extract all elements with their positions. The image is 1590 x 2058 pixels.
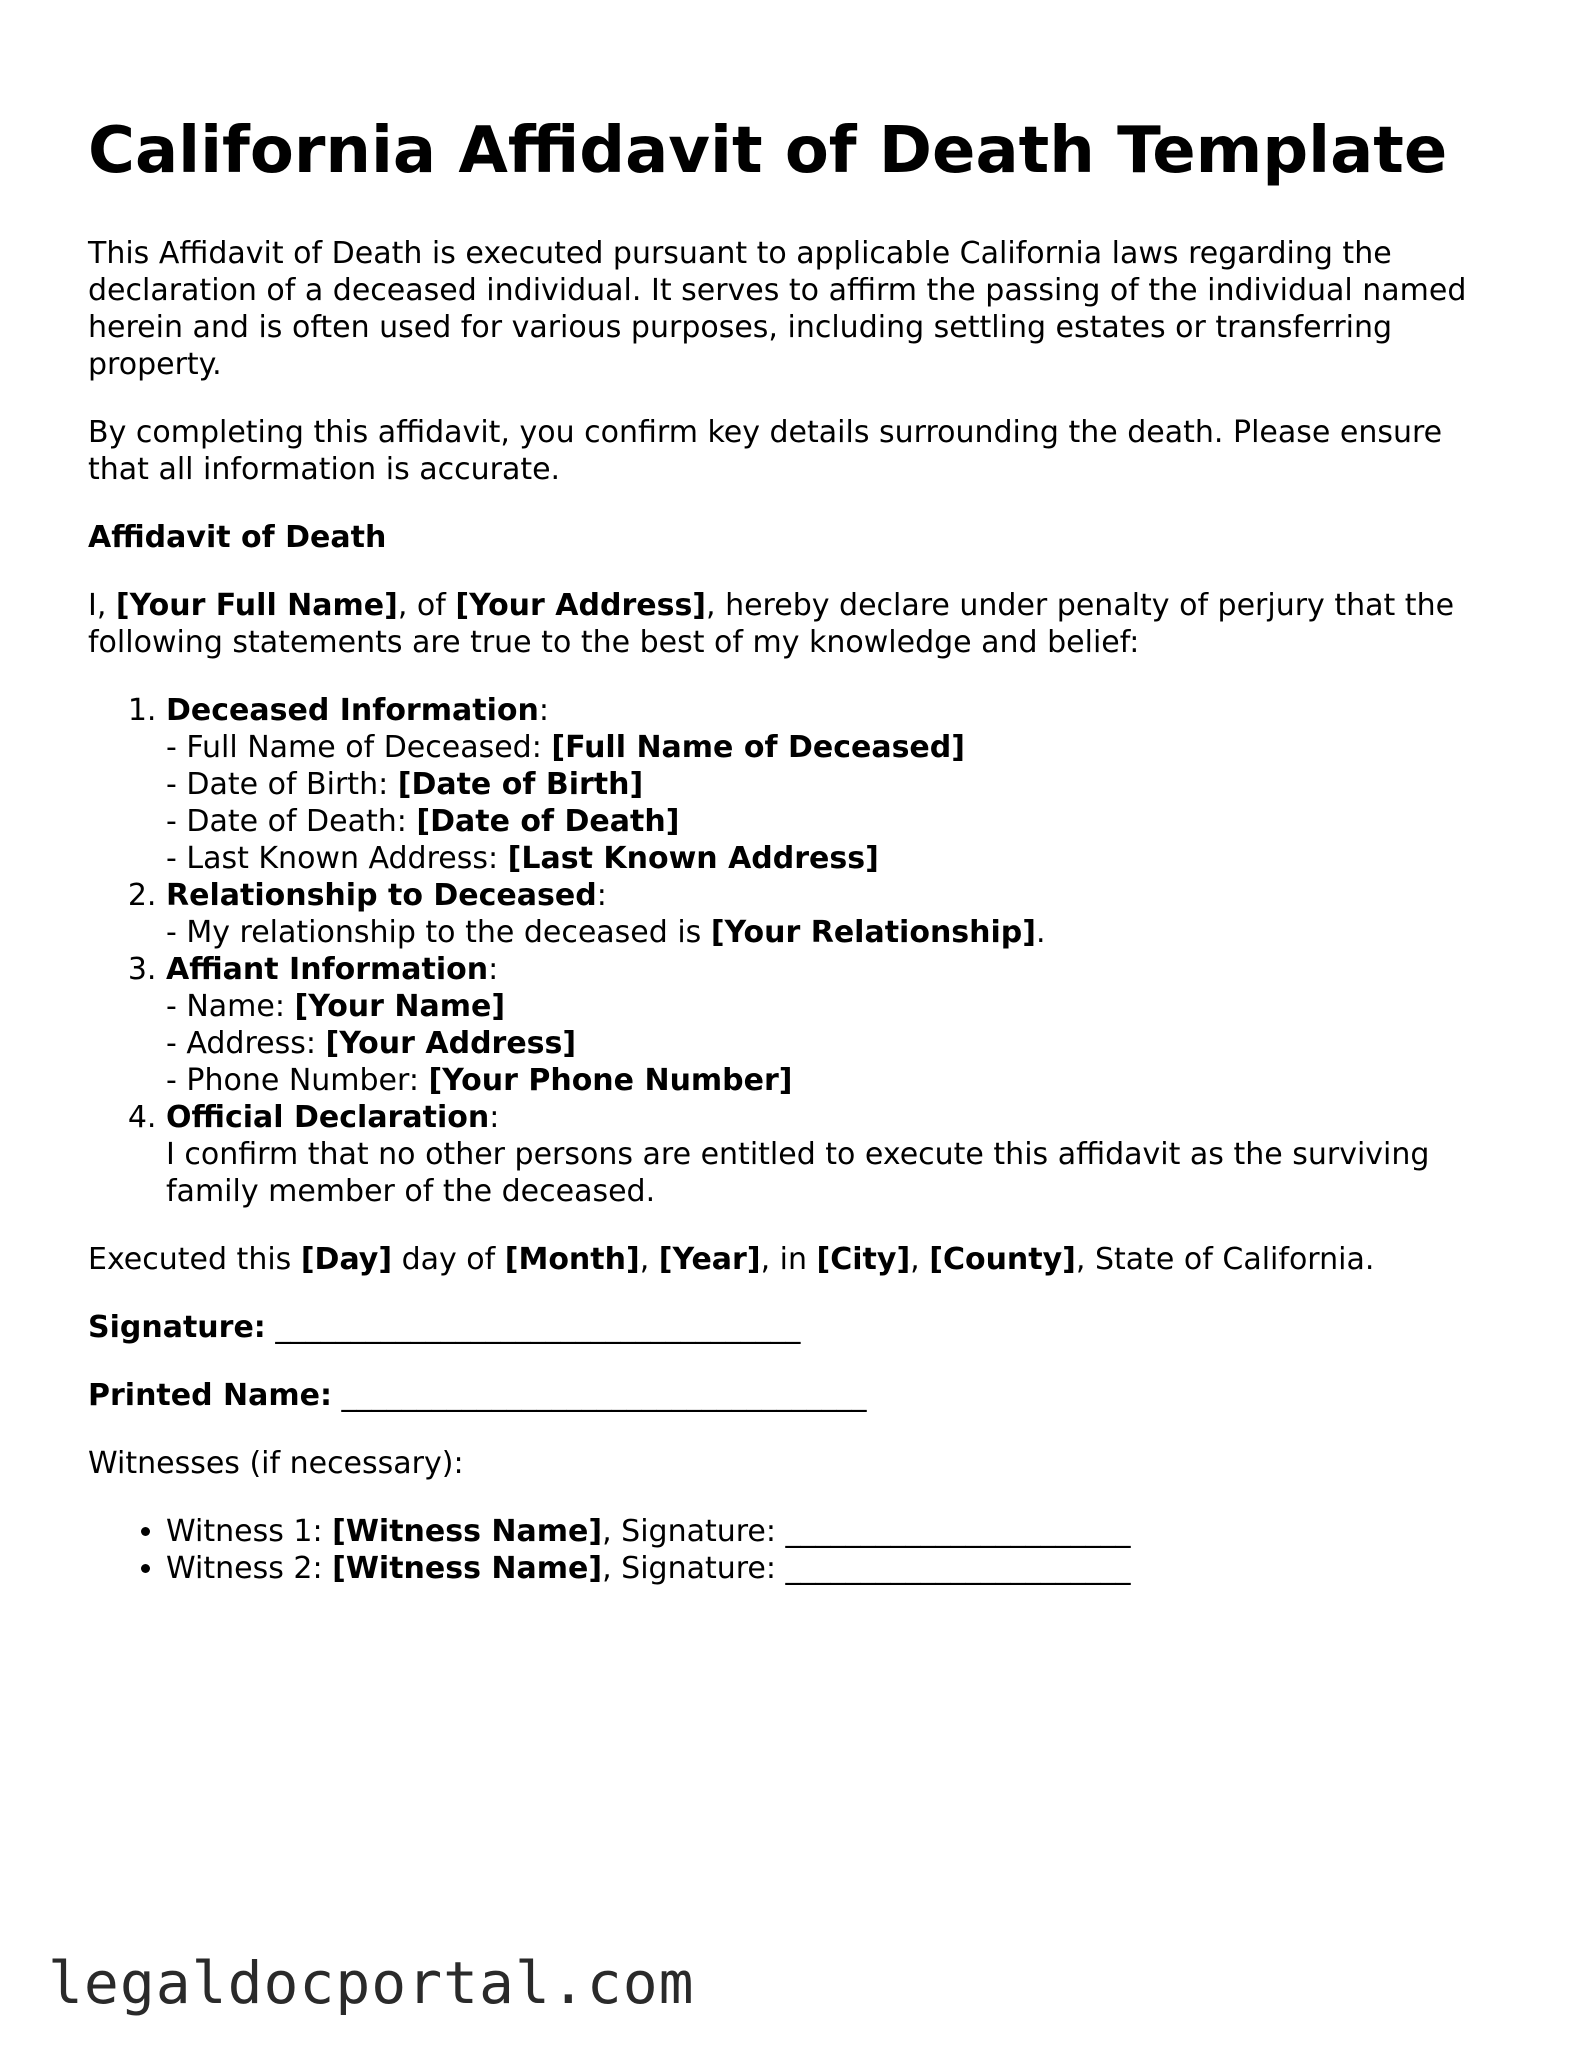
intro-paragraph-1: This Affidavit of Death is executed pursuant to applicable California laws regarding the declaration of a deceased individual. It serves to affirm the passing of the individual named herein and is often used for various purposes, including settling estates or transferring property. bbox=[88, 236, 1467, 382]
executed-county-field: [County] bbox=[929, 1242, 1076, 1277]
witness-label: Witness 1: bbox=[166, 1514, 333, 1549]
date-of-death-label: - Date of Death: bbox=[166, 804, 417, 839]
list-item-official-declaration bbox=[166, 1099, 1508, 1210]
section-heading-text: Affidavit of Death bbox=[88, 520, 387, 555]
deceased-information-heading: Deceased Information bbox=[166, 693, 539, 728]
official-declaration-heading: Official Declaration bbox=[166, 1100, 490, 1135]
page-title: California Affidavit of Death Template bbox=[88, 114, 1448, 188]
last-known-address-label: - Last Known Address: bbox=[166, 841, 508, 876]
list-item-deceased-information bbox=[166, 692, 1508, 877]
printed-name-label: Printed Name: bbox=[88, 1378, 332, 1413]
affidavit-items-list bbox=[88, 692, 1508, 1210]
executed-day-field: [Day] bbox=[300, 1242, 393, 1277]
site-watermark: legaldocportal.com bbox=[48, 1949, 695, 2017]
affiant-address-label: - Address: bbox=[166, 1026, 326, 1061]
executed-month-field: [Month] bbox=[504, 1242, 640, 1277]
affiant-address-field: [Your Address] bbox=[325, 1026, 577, 1061]
colon: : bbox=[538, 693, 549, 728]
executed-year-field: [Year] bbox=[658, 1242, 761, 1277]
affiant-phone-field: [Your Phone Number] bbox=[428, 1063, 793, 1098]
signature-label: Signature: bbox=[88, 1310, 266, 1345]
declaration-of: , of bbox=[397, 588, 456, 623]
list-item-affiant-information bbox=[166, 951, 1508, 1099]
relationship-heading: Relationship to Deceased bbox=[166, 878, 597, 913]
colon: : bbox=[488, 952, 499, 987]
witness-label: Witness 2: bbox=[166, 1551, 333, 1586]
comma: , bbox=[639, 1242, 659, 1277]
executed-prefix: Executed this bbox=[88, 1242, 301, 1277]
deceased-full-name-field: [Full Name of Deceased] bbox=[551, 730, 965, 765]
executed-in: , in bbox=[760, 1242, 817, 1277]
last-known-address-line bbox=[166, 840, 1508, 877]
date-of-death-field: [Date of Death] bbox=[416, 804, 680, 839]
executed-suffix: , State of California. bbox=[1075, 1242, 1375, 1277]
declaration-paragraph bbox=[88, 587, 1508, 661]
executed-city-field: [City] bbox=[816, 1242, 911, 1277]
affiant-name-label: - Name: bbox=[166, 989, 295, 1024]
executed-line bbox=[88, 1241, 1508, 1278]
executed-day-of: day of bbox=[392, 1242, 505, 1277]
witness-name-field: [Witness Name] bbox=[332, 1551, 603, 1586]
affiant-phone-label: - Phone Number: bbox=[166, 1063, 429, 1098]
signature-blank[interactable]: ___________________________________ bbox=[265, 1310, 801, 1345]
printed-name-blank[interactable]: ___________________________________ bbox=[331, 1378, 867, 1413]
comma: , bbox=[910, 1242, 930, 1277]
printed-name-line bbox=[88, 1377, 1508, 1414]
witnesses-heading: Witnesses (if necessary): bbox=[88, 1446, 464, 1481]
witness-item bbox=[166, 1513, 1508, 1550]
relationship-line bbox=[166, 914, 1508, 951]
date-of-birth-field: [Date of Birth] bbox=[397, 767, 644, 802]
witness-name-field: [Witness Name] bbox=[332, 1514, 603, 1549]
deceased-full-name-line bbox=[166, 729, 1508, 766]
relationship-label: - My relationship to the deceased is bbox=[166, 915, 711, 950]
affiant-phone-line bbox=[166, 1062, 1508, 1099]
declaration-prefix: I, bbox=[88, 588, 116, 623]
witness-signature-blank[interactable]: , Signature: _______________________ bbox=[602, 1514, 1131, 1549]
official-declaration-text: I confirm that no other persons are entitled to execute this affidavit as the surviving family member of the deceased. bbox=[166, 1137, 1430, 1209]
colon: : bbox=[489, 1100, 500, 1135]
date-of-death-line bbox=[166, 803, 1508, 840]
affiant-information-heading: Affiant Information bbox=[166, 952, 489, 987]
intro-paragraph-2: By completing this affidavit, you confirm key details surrounding the death. Please ensure that all information is accurate. bbox=[88, 415, 1443, 487]
period: . bbox=[1035, 915, 1046, 950]
affiant-address-line bbox=[166, 1025, 1508, 1062]
section-heading bbox=[88, 519, 1508, 556]
date-of-birth-line bbox=[166, 766, 1508, 803]
declarant-address-field: [Your Address] bbox=[455, 588, 707, 623]
witnesses-list bbox=[88, 1513, 1508, 1587]
list-item-relationship bbox=[166, 877, 1508, 951]
colon: : bbox=[596, 878, 607, 913]
affiant-name-line bbox=[166, 988, 1508, 1025]
witness-item bbox=[166, 1550, 1508, 1587]
declaration-rest: , hereby declare under penalty of perjury that the following statements are true to the best of my knowledge and belief: bbox=[88, 588, 1455, 660]
signature-line bbox=[88, 1309, 1508, 1346]
declarant-full-name-field: [Your Full Name] bbox=[115, 588, 398, 623]
affiant-name-field: [Your Name] bbox=[294, 989, 506, 1024]
witness-signature-blank[interactable]: , Signature: _______________________ bbox=[602, 1551, 1131, 1586]
document-body bbox=[88, 112, 1508, 1587]
relationship-field: [Your Relationship] bbox=[710, 915, 1036, 950]
deceased-full-name-label: - Full Name of Deceased: bbox=[166, 730, 552, 765]
date-of-birth-label: - Date of Birth: bbox=[166, 767, 398, 802]
last-known-address-field: [Last Known Address] bbox=[507, 841, 879, 876]
